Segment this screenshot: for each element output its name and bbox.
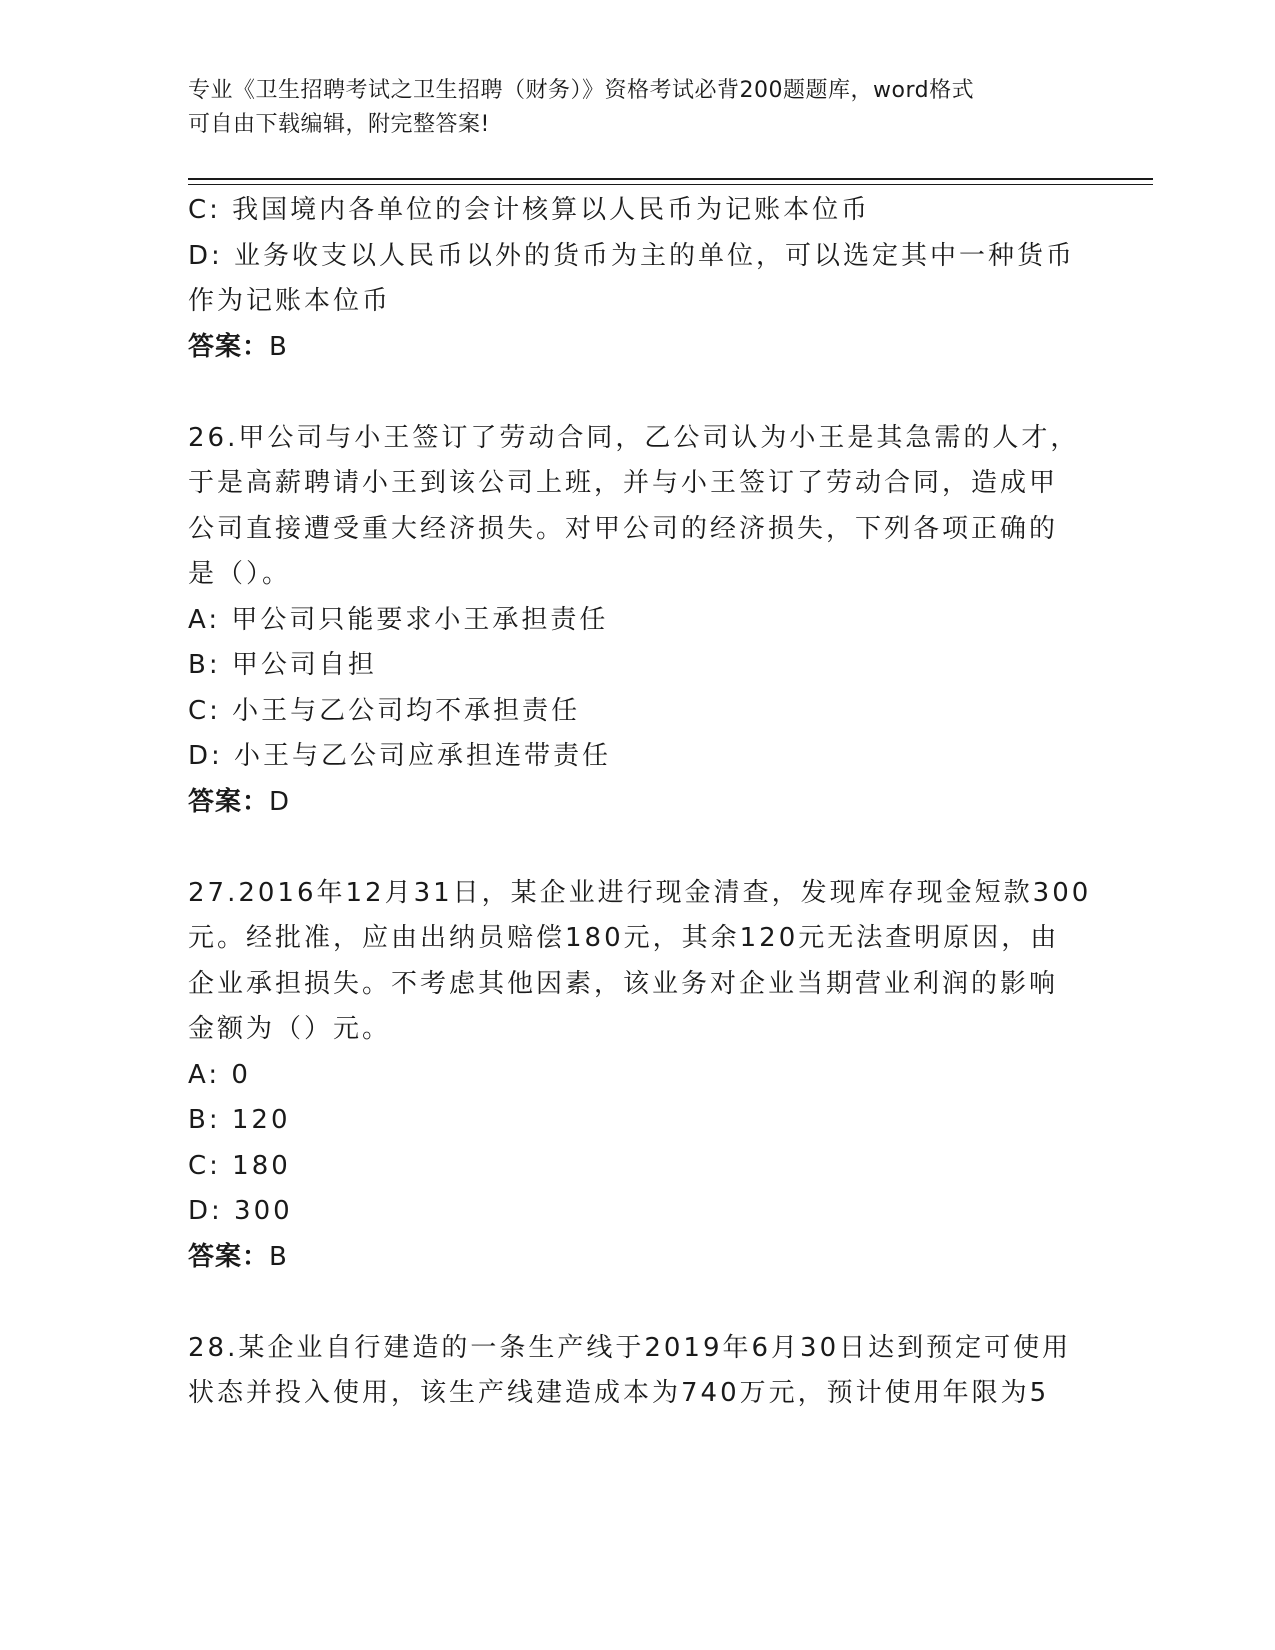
q27-option-c: C: 180 bbox=[188, 1150, 291, 1181]
q26-option-c: C: 小王与乙公司均不承担责任 bbox=[188, 695, 581, 726]
q28-stem-line-1: 28.某企业自行建造的一条生产线于2019年6月30日达到预定可使用 bbox=[188, 1332, 1072, 1363]
q25-option-c: C: 我国境内各单位的会计核算以人民币为记账本位币 bbox=[188, 195, 871, 225]
q27-answer bbox=[188, 1235, 1088, 1281]
question-25-block bbox=[188, 188, 1088, 370]
q25-answer bbox=[188, 325, 1088, 371]
q25-answer-value: B bbox=[269, 331, 288, 362]
q26-option-d: D: 小王与乙公司应承担连带责任 bbox=[188, 741, 612, 771]
q26-stem-line-4: 是（）。 bbox=[188, 559, 292, 589]
q27-stem-line-2: 元。经批准，应由出纳员赔偿180元，其余120元无法查明原因，由 bbox=[188, 923, 1060, 953]
header-line-1: 专业《卫生招聘考试之卫生招聘（财务）》资格考试必背200题题库，word格式 bbox=[188, 78, 975, 103]
question-26-block bbox=[188, 416, 1088, 826]
header-line-2: 可自由下载编辑，附完整答案! bbox=[188, 112, 490, 137]
q27-stem-line-4: 金额为（）元。 bbox=[188, 1014, 392, 1044]
q26-option-a: A: 甲公司只能要求小王承担责任 bbox=[188, 604, 609, 635]
question-spacer bbox=[188, 370, 1088, 416]
q28-stem-line-2: 状态并投入使用，该生产线建造成本为740万元，预计使用年限为5 bbox=[188, 1378, 1050, 1408]
q26-stem-line-1: 26.甲公司与小王签订了劳动合同，乙公司认为小王是其急需的人才， bbox=[188, 422, 1080, 453]
q27-option-d: D: 300 bbox=[188, 1196, 293, 1226]
question-spacer bbox=[188, 1280, 1088, 1326]
q27-option-a: A: 0 bbox=[188, 1059, 251, 1090]
q27-answer-value: B bbox=[269, 1241, 288, 1272]
question-28-block bbox=[188, 1326, 1088, 1417]
q27-stem-line-1: 27.2016年12月31日，某企业进行现金清查，发现库存现金短款300 bbox=[188, 877, 1092, 908]
q27-answer-label: 答案： bbox=[188, 1241, 270, 1272]
q25-option-d-line-1: D: 业务收支以人民币以外的货币为主的单位，可以选定其中一种货币 bbox=[188, 240, 1076, 271]
q26-answer-value: D bbox=[269, 786, 291, 817]
question-27-block bbox=[188, 871, 1092, 1281]
q27-stem-line-3: 企业承担损失。不考虑其他因素，该业务对企业当期营业利润的影响 bbox=[188, 968, 1059, 999]
header-divider-thick bbox=[188, 178, 1153, 180]
q26-answer bbox=[188, 780, 1088, 826]
q25-answer-label: 答案： bbox=[188, 331, 270, 362]
header-divider-thin bbox=[188, 184, 1153, 185]
q26-answer-label: 答案： bbox=[188, 786, 270, 817]
q26-option-b: B: 甲公司自担 bbox=[188, 650, 377, 680]
q27-option-b: B: 120 bbox=[188, 1105, 291, 1135]
question-content bbox=[188, 188, 1092, 1417]
document-header bbox=[188, 74, 1068, 142]
q26-stem-line-3: 公司直接遭受重大经济损失。对甲公司的经济损失，下列各项正确的 bbox=[188, 513, 1059, 544]
q26-stem-line-2: 于是高薪聘请小王到该公司上班，并与小王签订了劳动合同，造成甲 bbox=[188, 468, 1059, 498]
question-spacer bbox=[188, 825, 1088, 871]
q25-option-d-line-2: 作为记账本位币 bbox=[188, 286, 392, 316]
